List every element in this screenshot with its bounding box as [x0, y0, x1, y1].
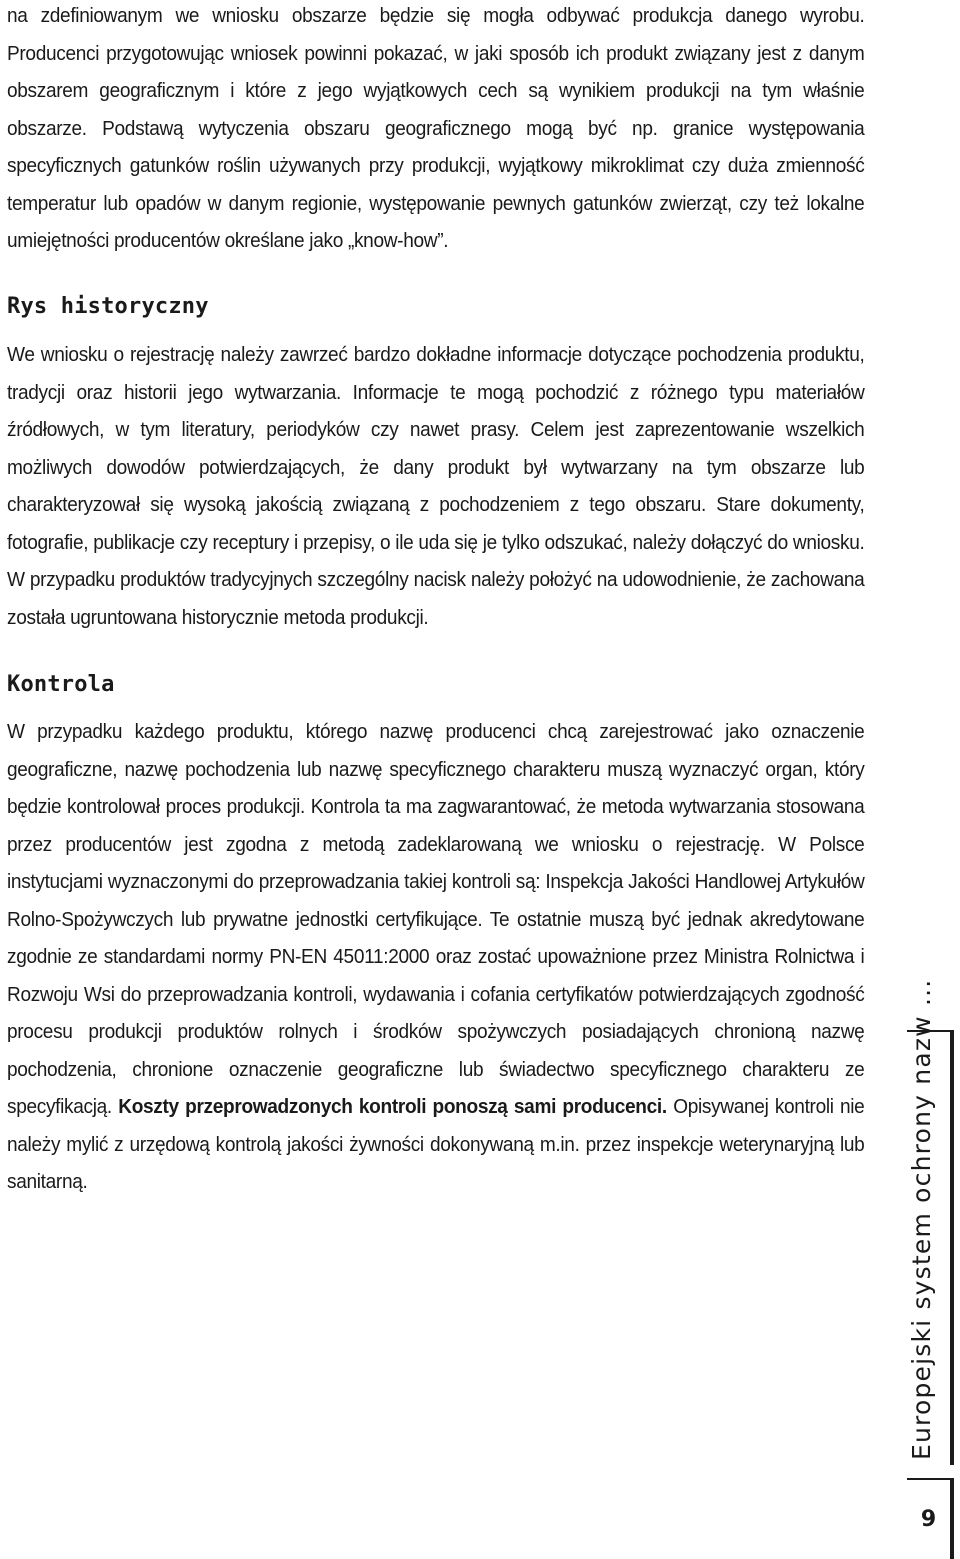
paragraph-control: [7, 713, 864, 1201]
heading-kontrola: Kontrola: [7, 672, 115, 697]
paragraph-geographic-area: na zdefiniowanym we wniosku obszarze będzie się mogła odbywać produkcja danego wyrobu. Producenci przygotowując wniosek powinni pokazać, w jaki sposób ich produkt związany jest z danym obszarem geograficznym i które z jego wyjątkowych cech są wynikiem produkcji na tym właśnie obszarze. Podstawą wytyczenia obszaru geograficznego mogą być np. granice występowania specyficznych gatunków roślin używanych przy produkcji, wyjątkowy mikroklimat czy duża zmienność temperatur lub opadów w danym regionie, występowanie pewnych gatunków zwierząt, czy też lokalne umiejętności producentów określane jako „know-how”.: [7, 4, 865, 252]
paragraph-control-end: Opisywanej kontroli nie należy mylić z urzędową kontrolą jakości żywności dokonywaną m.in. przez inspekcje weterynaryjną lub sanitarną.: [7, 1095, 865, 1193]
page-number: 9: [907, 1478, 954, 1559]
sidebar-title: Europejski system ochrony nazw ...: [907, 978, 936, 1460]
paragraph-control-bold: Koszty przeprowadzonych kontroli ponoszą sami producenci.: [118, 1095, 667, 1118]
heading-rys-historyczny: Rys historyczny: [7, 294, 209, 319]
paragraph-control-start: W przypadku każdego produktu, którego nazwę producenci chcą zarejestrować jako oznaczenie geograficzne, nazwę pochodzenia lub nazwę specyficznego charakteru muszą wyznaczyć organ, który będzie kontrolował proces produkcji. Kontrola ta ma zagwarantować, że metoda wytwarzania stosowana przez producentów jest zgodna z metodą zadeklarowaną we wniosku o rejestrację. W Polsce instytucjami wyznaczonymi do przeprowadzania takiej kontroli są: Inspekcja Jakości Handlowej Artykułów Rolno-Spożywczych lub prywatne jednostki certyfikujące. Te ostatnie muszą być jednak akredytowane zgodnie ze standardami normy PN-EN 45011:2000 oraz zostać upoważnione przez Ministra Rolnictwa i Rozwoju Wsi do przeprowadzania kontroli, wydawania i cofania certyfikatów potwierdzających zgodność procesu produkcji produktów rolnych i środków spożywczych posiadających chronioną nazwę pochodzenia, chronione oznaczenie geograficzne lub świadectwo specyficznego charakteru ze specyfikacją.: [7, 720, 865, 1118]
paragraph-history: We wniosku o rejestrację należy zawrzeć bardzo dokładne informacje dotyczące pochodzenia produktu, tradycji oraz historii jego wytwarzania. Informacje te mogą pochodzić z różnego typu materiałów źródłowych, w tym literatury, periodyków czy nawet prasy. Celem jest zaprezentowanie wszelkich możliwych dowodów potwierdzających, że dany produkt był wytwarzany na tym obszarze lub charakteryzował się wysoką jakością związaną z pochodzeniem z tego obszaru. Stare dokumenty, fotografie, publikacje czy receptury i przepisy, o ile uda się je tylko odszukać, należy dołączyć do wniosku. W przypadku produktów tradycyjnych szczególny nacisk należy położyć na udowodnienie, że zachowana została ugruntowana historycznie metoda produkcji.: [7, 343, 865, 629]
